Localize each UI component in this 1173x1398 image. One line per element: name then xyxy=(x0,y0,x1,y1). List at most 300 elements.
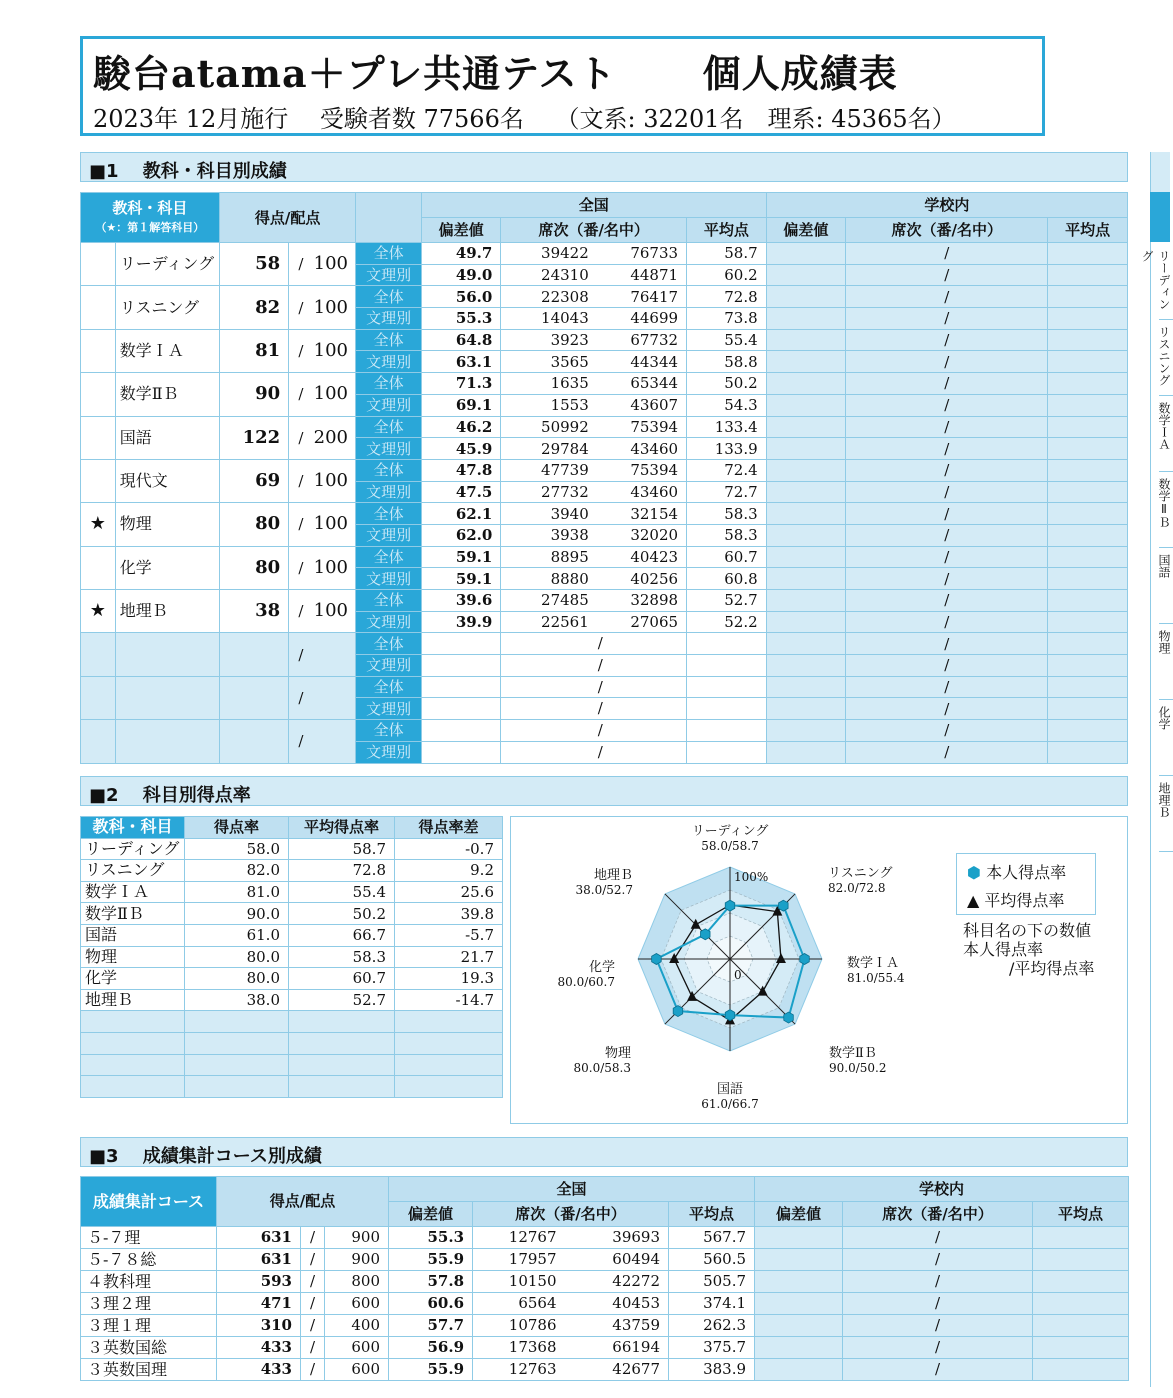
national-avg: 72.8 xyxy=(687,286,767,308)
col-course-dev: 偏差値 xyxy=(389,1202,473,1227)
legend-avg-label: 平均得点率 xyxy=(984,891,1065,910)
national-avg: 60.2 xyxy=(687,264,767,286)
row-label-all: 全体 xyxy=(356,546,421,568)
exam-subtitle: 2023年 12月施行 受験者数 77566名 （文系: 32201名 理系: 45365名） xyxy=(93,105,956,133)
subject-max: 200 xyxy=(313,416,356,459)
national-rank: 22561 xyxy=(501,611,597,633)
school-dev xyxy=(766,459,846,481)
course-rank-total: 66194 xyxy=(565,1337,669,1359)
col-avg-rate: 平均得点率 xyxy=(289,817,395,839)
course-avg: 567.7 xyxy=(669,1227,755,1249)
rate-diff-value xyxy=(395,1054,503,1076)
national-dev: 39.9 xyxy=(421,611,501,633)
national-rank-total: 40256 xyxy=(597,568,687,590)
national-rank xyxy=(501,676,603,698)
slash: / xyxy=(301,1271,325,1293)
course-avg: 505.7 xyxy=(669,1271,755,1293)
national-rank: 22308 xyxy=(501,286,597,308)
slash: / xyxy=(289,373,313,416)
school-avg xyxy=(1048,741,1128,763)
national-rank: 3940 xyxy=(501,503,597,525)
slash: / xyxy=(301,1227,325,1249)
rate-value: 82.0 xyxy=(185,860,289,882)
legend-self-icon: ⬢ xyxy=(967,863,981,882)
table-row xyxy=(81,838,503,860)
school-rank: / xyxy=(846,308,1048,330)
col-course-school-rank: 席次（番/名中） xyxy=(843,1202,1033,1227)
table-row xyxy=(81,459,1128,481)
col-avg-header: 平均点 xyxy=(687,218,767,243)
rate-diff-value: -14.7 xyxy=(395,989,503,1011)
slash: / xyxy=(301,1315,325,1337)
section2-title: ■2 科目別得点率 xyxy=(80,776,1128,806)
rate-value: 38.0 xyxy=(185,989,289,1011)
school-rank: / xyxy=(846,329,1048,351)
radar-category-value: 80.0/60.7 xyxy=(557,975,615,989)
col-course-rank: 席次（番/名中） xyxy=(473,1202,669,1227)
subject-max xyxy=(313,720,356,763)
national-rank-total xyxy=(597,698,687,720)
course-score-table xyxy=(80,1176,1129,1381)
national-rank: 3938 xyxy=(501,524,597,546)
national-dev: 63.1 xyxy=(421,351,501,373)
self-point xyxy=(779,900,789,911)
national-rank-total xyxy=(597,720,687,742)
school-dev xyxy=(766,633,846,655)
col-rate-subject: 教科・科目 xyxy=(81,817,185,839)
national-avg: 58.8 xyxy=(687,351,767,373)
national-avg: 73.8 xyxy=(687,308,767,330)
school-avg xyxy=(1048,286,1128,308)
radar-category-label: 物理 xyxy=(604,1046,631,1061)
school-rank: / xyxy=(846,416,1048,438)
table-row xyxy=(81,1011,503,1033)
national-dev xyxy=(421,741,501,763)
subject-score: 82 xyxy=(219,286,288,329)
school-avg xyxy=(1048,481,1128,503)
avg-rate-value: 58.3 xyxy=(289,946,395,968)
slash: / xyxy=(289,286,313,329)
table-row xyxy=(81,946,503,968)
national-dev xyxy=(421,676,501,698)
right-strip-label: 国語 xyxy=(1159,554,1173,624)
school-dev xyxy=(766,329,846,351)
slash: / xyxy=(289,546,313,589)
slash: / xyxy=(301,1359,325,1381)
national-rank: 27485 xyxy=(501,590,597,612)
right-strip-label: 物理 xyxy=(1159,630,1173,700)
national-rank: 1553 xyxy=(501,394,597,416)
col-school-dev-header: 偏差値 xyxy=(766,218,846,243)
subject-score: 122 xyxy=(219,416,288,459)
national-rank: 3565 xyxy=(501,351,597,373)
course-school-avg xyxy=(1033,1249,1129,1271)
national-rank-total: 75394 xyxy=(597,416,687,438)
right-strip-label: 地理Ｂ xyxy=(1159,782,1173,852)
national-rank xyxy=(501,741,603,763)
course-school-dev xyxy=(755,1315,843,1337)
slash: / xyxy=(301,1293,325,1315)
col-course-school-avg: 平均点 xyxy=(1033,1202,1129,1227)
chart-legend xyxy=(956,853,1096,915)
first-choice-mark xyxy=(81,676,116,719)
school-dev xyxy=(766,720,846,742)
school-rank: / xyxy=(846,459,1048,481)
course-rank: 12767 xyxy=(473,1227,565,1249)
school-dev xyxy=(766,698,846,720)
table-row xyxy=(81,1271,1129,1293)
national-rank: 14043 xyxy=(501,308,597,330)
course-dev: 56.9 xyxy=(389,1337,473,1359)
national-avg: 58.3 xyxy=(687,524,767,546)
school-dev xyxy=(766,308,846,330)
school-dev xyxy=(766,351,846,373)
national-avg xyxy=(687,633,767,655)
course-school-avg xyxy=(1033,1359,1129,1381)
national-rank-total: 32154 xyxy=(597,503,687,525)
school-rank: / xyxy=(846,264,1048,286)
national-rank-total: 75394 xyxy=(597,459,687,481)
school-dev xyxy=(766,611,846,633)
right-strip-label: リスニング xyxy=(1159,326,1173,396)
radar-category-value: 82.0/72.8 xyxy=(828,881,886,895)
col-rank-header: 席次（番/名中） xyxy=(501,218,687,243)
course-rank-total: 39693 xyxy=(565,1227,669,1249)
school-dev xyxy=(766,438,846,460)
radar-category-label: リーディング xyxy=(691,824,769,839)
table-row xyxy=(81,989,503,1011)
rate-diff-value: 25.6 xyxy=(395,881,503,903)
national-avg: 72.7 xyxy=(687,481,767,503)
subject-name: 物理 xyxy=(115,503,219,546)
subject-name: 地理Ｂ xyxy=(115,590,219,633)
legend-avg-icon: ▲ xyxy=(967,891,980,910)
rate-value: 81.0 xyxy=(185,881,289,903)
school-avg xyxy=(1048,546,1128,568)
self-point xyxy=(784,1012,794,1023)
school-rank: / xyxy=(846,676,1048,698)
school-avg xyxy=(1048,676,1128,698)
radar-category-label: リスニング xyxy=(828,866,893,881)
rate-value: 58.0 xyxy=(185,838,289,860)
national-dev: 56.0 xyxy=(421,286,501,308)
subject-max: 100 xyxy=(313,459,356,502)
school-rank: / xyxy=(846,481,1048,503)
self-point xyxy=(701,929,711,940)
table-row xyxy=(81,881,503,903)
subject-max: 100 xyxy=(313,243,356,286)
national-rank-total: 44344 xyxy=(597,351,687,373)
national-rank-total: 43460 xyxy=(597,481,687,503)
school-dev xyxy=(766,741,846,763)
self-point xyxy=(725,1010,735,1021)
rate-subject-name: 物理 xyxy=(81,946,185,968)
slash: / xyxy=(289,720,313,763)
rate-subject-name xyxy=(81,1011,185,1033)
course-rank: 12763 xyxy=(473,1359,565,1381)
school-dev xyxy=(766,524,846,546)
course-school-rank: / xyxy=(843,1271,1033,1293)
slash: / xyxy=(289,243,313,286)
rate-subject-name xyxy=(81,1076,185,1098)
col-course-school-header: 学校内 xyxy=(755,1177,1129,1202)
table-row xyxy=(81,720,1128,742)
row-label-track: 文理別 xyxy=(356,698,421,720)
course-max: 800 xyxy=(325,1271,389,1293)
avg-rate-value xyxy=(289,1054,395,1076)
course-name: ３理２理 xyxy=(81,1293,217,1315)
national-dev: 62.1 xyxy=(421,503,501,525)
course-max: 600 xyxy=(325,1293,389,1315)
right-strip-label: 数学ⅡＢ xyxy=(1159,478,1173,548)
national-avg: 55.4 xyxy=(687,329,767,351)
subject-score xyxy=(219,676,288,719)
rate-diff-value: 39.8 xyxy=(395,903,503,925)
row-label-all: 全体 xyxy=(356,633,421,655)
subject-max xyxy=(313,676,356,719)
course-avg: 383.9 xyxy=(669,1359,755,1381)
table-row xyxy=(81,676,1128,698)
course-max: 900 xyxy=(325,1249,389,1271)
col-course-header: 成績集計コース xyxy=(81,1177,217,1227)
section3-title: ■3 成績集計コース別成績 xyxy=(80,1137,1128,1167)
subject-name xyxy=(115,633,219,676)
col-school-header: 学校内 xyxy=(766,193,1127,218)
national-dev xyxy=(421,698,501,720)
national-rank: 27732 xyxy=(501,481,597,503)
national-dev: 69.1 xyxy=(421,394,501,416)
radar-category-value: 81.0/55.4 xyxy=(847,971,905,985)
subject-max: 100 xyxy=(313,286,356,329)
row-label-all: 全体 xyxy=(356,720,421,742)
right-strip-body xyxy=(1140,242,1171,1387)
national-dev xyxy=(421,655,501,677)
national-rank-total: 27065 xyxy=(597,611,687,633)
radar-max-label: 100% xyxy=(734,870,769,884)
course-school-dev xyxy=(755,1227,843,1249)
national-avg xyxy=(687,655,767,677)
school-rank: / xyxy=(846,741,1048,763)
table-row xyxy=(81,1227,1129,1249)
table-row xyxy=(81,924,503,946)
course-rank-total: 40453 xyxy=(565,1293,669,1315)
rate-subject-name: 国語 xyxy=(81,924,185,946)
radar-category-label: 国語 xyxy=(716,1082,744,1097)
avg-rate-value xyxy=(289,1076,395,1098)
slash: / xyxy=(289,503,313,546)
row-label-track: 文理別 xyxy=(356,394,421,416)
rate-subject-name: リスニング xyxy=(81,860,185,882)
national-avg: 54.3 xyxy=(687,394,767,416)
first-choice-mark xyxy=(81,459,116,502)
rank-slash: / xyxy=(597,677,603,696)
national-dev: 39.6 xyxy=(421,590,501,612)
right-strip-header xyxy=(1150,192,1170,242)
national-rank: 47739 xyxy=(501,459,597,481)
course-max: 600 xyxy=(325,1337,389,1359)
table-row xyxy=(81,1032,503,1054)
report-title: 個人成績表 xyxy=(702,51,898,96)
self-point xyxy=(673,1006,683,1017)
slash: / xyxy=(289,590,313,633)
table-row xyxy=(81,633,1128,655)
avg-rate-value: 58.7 xyxy=(289,838,395,860)
table-row xyxy=(81,1293,1129,1315)
rate-subject-name: リーディング xyxy=(81,838,185,860)
first-choice-mark xyxy=(81,546,116,589)
course-avg: 262.3 xyxy=(669,1315,755,1337)
national-rank: 3923 xyxy=(501,329,597,351)
table-row xyxy=(81,416,1128,438)
subject-name: 数学ⅡＢ xyxy=(115,373,219,416)
row-label-track: 文理別 xyxy=(356,264,421,286)
national-rank-total: 67732 xyxy=(597,329,687,351)
course-rank-total: 43759 xyxy=(565,1315,669,1337)
rate-diff-value xyxy=(395,1032,503,1054)
slash: / xyxy=(301,1337,325,1359)
school-rank: / xyxy=(846,243,1048,265)
school-avg xyxy=(1048,655,1128,677)
rate-value xyxy=(185,1054,289,1076)
subject-score xyxy=(219,633,288,676)
school-rank: / xyxy=(846,373,1048,395)
course-avg: 560.5 xyxy=(669,1249,755,1271)
table-row xyxy=(81,1359,1129,1381)
national-dev: 49.0 xyxy=(421,264,501,286)
subject-name: リーディング xyxy=(115,243,219,286)
radar-category-value: 58.0/58.7 xyxy=(701,839,759,853)
school-avg xyxy=(1048,524,1128,546)
table-row xyxy=(81,968,503,990)
school-rank: / xyxy=(846,524,1048,546)
report-header xyxy=(80,36,1045,136)
course-rank: 17368 xyxy=(473,1337,565,1359)
course-max: 600 xyxy=(325,1359,389,1381)
rate-value xyxy=(185,1011,289,1033)
course-dev: 55.9 xyxy=(389,1249,473,1271)
rate-value: 80.0 xyxy=(185,946,289,968)
row-label-all: 全体 xyxy=(356,416,421,438)
rate-diff-value xyxy=(395,1076,503,1098)
national-rank-total: 44699 xyxy=(597,308,687,330)
course-rank: 6564 xyxy=(473,1293,565,1315)
exam-title: 駿台atama＋プレ共通テスト xyxy=(93,51,617,96)
course-score: 593 xyxy=(217,1271,301,1293)
rate-value: 61.0 xyxy=(185,924,289,946)
row-label-all: 全体 xyxy=(356,329,421,351)
school-rank: / xyxy=(846,438,1048,460)
col-course-national-header: 全国 xyxy=(389,1177,755,1202)
school-avg xyxy=(1048,243,1128,265)
table-row xyxy=(81,286,1128,308)
row-label-track: 文理別 xyxy=(356,481,421,503)
national-avg xyxy=(687,698,767,720)
national-rank: 8895 xyxy=(501,546,597,568)
national-avg xyxy=(687,720,767,742)
school-rank: / xyxy=(846,590,1048,612)
national-avg xyxy=(687,676,767,698)
course-score: 471 xyxy=(217,1293,301,1315)
course-rank: 17957 xyxy=(473,1249,565,1271)
national-dev: 49.7 xyxy=(421,243,501,265)
national-rank-total: 44871 xyxy=(597,264,687,286)
national-dev: 55.3 xyxy=(421,308,501,330)
national-avg: 133.9 xyxy=(687,438,767,460)
col-score-header: 得点/配点 xyxy=(219,193,356,243)
row-label-track: 文理別 xyxy=(356,308,421,330)
national-rank xyxy=(501,698,603,720)
national-avg: 52.2 xyxy=(687,611,767,633)
national-rank-total: 43460 xyxy=(597,438,687,460)
first-choice-mark xyxy=(81,373,116,416)
subject-name xyxy=(115,676,219,719)
radar-category-label: 数学ＩＡ xyxy=(847,956,900,971)
school-dev xyxy=(766,264,846,286)
course-score: 631 xyxy=(217,1249,301,1271)
national-dev xyxy=(421,633,501,655)
school-dev xyxy=(766,481,846,503)
subject-name xyxy=(115,720,219,763)
slash: / xyxy=(289,416,313,459)
subject-max: 100 xyxy=(313,590,356,633)
national-avg xyxy=(687,741,767,763)
row-label-all: 全体 xyxy=(356,373,421,395)
course-school-rank: / xyxy=(843,1293,1033,1315)
course-score: 631 xyxy=(217,1227,301,1249)
course-rank: 10150 xyxy=(473,1271,565,1293)
school-avg xyxy=(1048,590,1128,612)
course-school-rank: / xyxy=(843,1315,1033,1337)
school-rank: / xyxy=(846,611,1048,633)
national-avg: 60.7 xyxy=(687,546,767,568)
section1-title: ■1 教科・科目別成績 xyxy=(80,152,1128,182)
table-row xyxy=(81,860,503,882)
course-name: ５-７８総 xyxy=(81,1249,217,1271)
school-dev xyxy=(766,416,846,438)
rate-subject-name: 数学ＩＡ xyxy=(81,881,185,903)
table-row xyxy=(81,1249,1129,1271)
school-avg xyxy=(1048,264,1128,286)
course-avg: 375.7 xyxy=(669,1337,755,1359)
table-row xyxy=(81,546,1128,568)
course-max: 900 xyxy=(325,1227,389,1249)
course-school-dev xyxy=(755,1337,843,1359)
avg-rate-value xyxy=(289,1032,395,1054)
rate-diff-value: -5.7 xyxy=(395,924,503,946)
course-school-rank: / xyxy=(843,1359,1033,1381)
national-rank-total: 43607 xyxy=(597,394,687,416)
course-rank-total: 60494 xyxy=(565,1249,669,1271)
national-rank: 1635 xyxy=(501,373,597,395)
rank-slash: / xyxy=(597,699,603,718)
subject-score: 81 xyxy=(219,329,288,372)
avg-rate-value xyxy=(289,1011,395,1033)
radar-category-value: 61.0/66.7 xyxy=(701,1097,759,1111)
course-avg: 374.1 xyxy=(669,1293,755,1315)
course-rank: 10786 xyxy=(473,1315,565,1337)
school-dev xyxy=(766,373,846,395)
national-dev: 47.8 xyxy=(421,459,501,481)
subject-score-table xyxy=(80,192,1128,764)
rank-slash: / xyxy=(597,634,603,653)
school-avg xyxy=(1048,394,1128,416)
right-strip-label: 化学 xyxy=(1159,706,1173,776)
national-avg: 133.4 xyxy=(687,416,767,438)
radar-category-label: 地理Ｂ xyxy=(593,868,633,883)
national-rank-total: 65344 xyxy=(597,373,687,395)
row-label-all: 全体 xyxy=(356,286,421,308)
subject-score: 80 xyxy=(219,546,288,589)
